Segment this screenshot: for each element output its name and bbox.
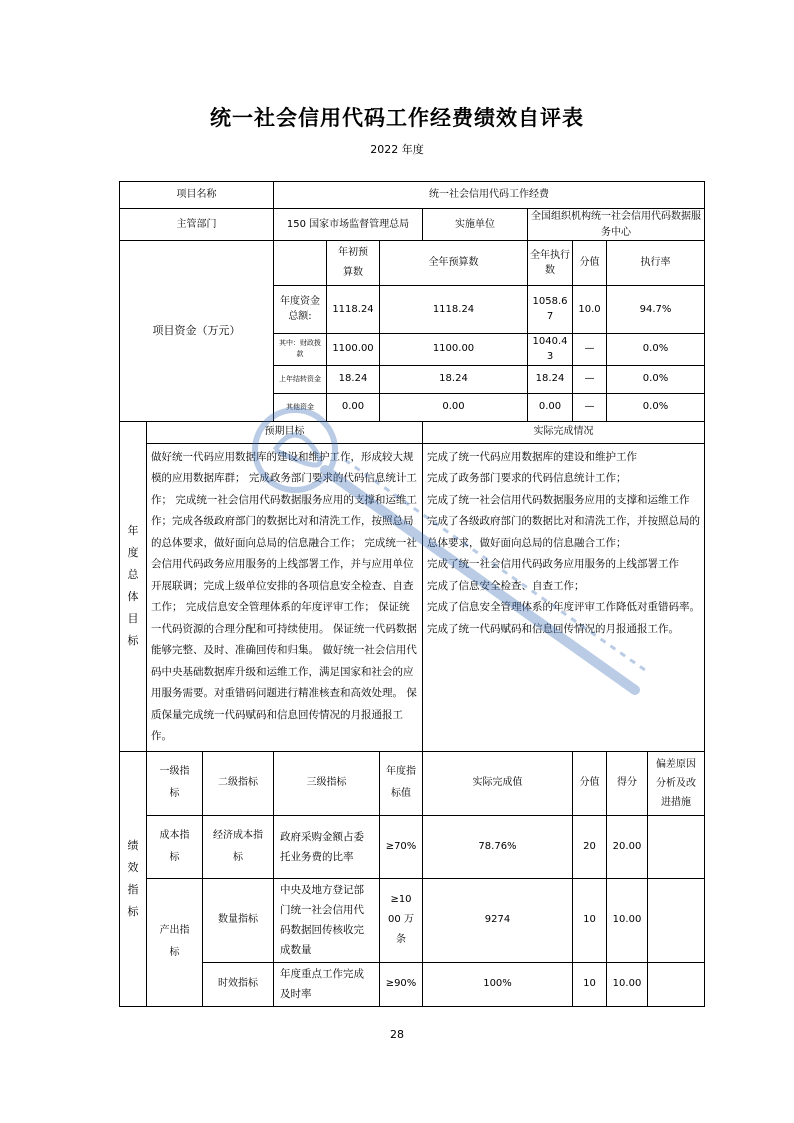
perf-score: 10.00 <box>607 878 648 962</box>
perf-side-label <box>120 751 147 1006</box>
funds-header-executed: 全年执行数 <box>528 241 573 286</box>
actual-completion-line: 完成了统一代码应用数据库的建设和维护工作 <box>427 450 637 463</box>
perf-actual: 78.76% <box>423 815 573 878</box>
goals-side-char: 总 <box>127 568 139 581</box>
goals-side-char: 度 <box>127 546 139 559</box>
implementing-unit-value: 全国组织机构统一社会信用代码数据服务中心 <box>528 209 705 241</box>
perf-row <box>120 962 705 1006</box>
funds-row-executed: 1058.67 <box>528 286 573 334</box>
funds-row-score-value: — <box>573 333 607 365</box>
department-row <box>120 209 705 241</box>
funds-row-initial: 1118.24 <box>327 286 380 334</box>
perf-remark <box>648 878 705 962</box>
perf-score-value: 10 <box>573 962 607 1006</box>
goals-side-char: 体 <box>127 590 139 603</box>
perf-header-target: 年度指标值 <box>380 751 423 815</box>
funds-row-label: 年度资金总额: <box>274 286 327 334</box>
department-label: 主管部门 <box>120 209 274 241</box>
perf-actual: 9274 <box>423 878 573 962</box>
perf-level2: 经济成本指标 <box>203 815 274 878</box>
perf-level1: 成本指标 <box>147 815 203 878</box>
perf-target: ≥90% <box>380 962 423 1006</box>
perf-header-level2: 二级指标 <box>203 751 274 815</box>
funds-row-annual: 1118.24 <box>380 286 528 334</box>
actual-completion-line: 完成了政务部门要求的代码信息统计工作； <box>427 472 627 484</box>
funds-row-rate: 0.0% <box>607 393 705 421</box>
perf-header-level1: 一级指标 <box>147 751 203 815</box>
perf-target: ≥1000 万条 <box>380 878 423 962</box>
perf-score: 10.00 <box>607 962 648 1006</box>
funds-row-score-value: 10.0 <box>573 286 607 334</box>
funds-label: 项目资金（万元） <box>120 241 274 422</box>
perf-score-value: 20 <box>573 815 607 878</box>
page-number: 28 <box>390 1028 404 1041</box>
perf-score: 20.00 <box>607 815 648 878</box>
goals-side-char: 目 <box>127 612 139 625</box>
perf-row <box>120 878 705 962</box>
funds-row-label: 其他资金 <box>274 393 327 421</box>
funds-row-executed: 18.24 <box>528 365 573 393</box>
funds-row-rate: 94.7% <box>607 286 705 334</box>
actual-completion-header: 实际完成情况 <box>423 421 705 443</box>
funds-row-label: 其中：财政拨款 <box>274 333 327 365</box>
funds-row-annual: 0.00 <box>380 393 528 421</box>
perf-header-actual: 实际完成值 <box>423 751 573 815</box>
perf-level3: 年度重点工作完成及时率 <box>274 962 380 1006</box>
perf-side-char: 指 <box>127 882 139 896</box>
funds-row-label: 上年结转资金 <box>274 365 327 393</box>
perf-actual: 100% <box>423 962 573 1006</box>
perf-header-level3: 三级指标 <box>274 751 380 815</box>
expected-goals-text: 做好统一代码应用数据库的建设和维护工作，形成较大规模的应用数据库群； 完成政务部门要求的代码信息统计工作； 完成统一社会信用代码数据服务应用的支撑和运维工作；完成各级政府部门的数据比对和清洗工作，按照总局的总体要求，做好面向总局的信息融合工作； 完成统一社会信用代码政务应用服务的上线部署工作，并与应用单位开展联调；完成上级单位安排的各项信息安全检查、自查工作； 完成信息安全管理体系的年度评审工作； 保证统一代码资源的合理分配和可持续使用。 保证统一代码数据能够完整、及时、准确回传和归集。 做好统一社会信用代码中央基础数据库升级和运维工作，满足国家和社会的应用服务需要。对重错码问题进行精准核查和高效处理。 保质保量完成统一代码赋码和信息回传情况的月报通报工作。 <box>147 443 423 751</box>
perf-header-row <box>120 751 705 815</box>
perf-level3: 政府采购金额占委托业务费的比率 <box>274 815 380 878</box>
perf-remark <box>648 962 705 1006</box>
perf-level2: 时效指标 <box>203 962 274 1006</box>
actual-completion-line: 完成了统一代码赋码和信息回传情况的月报通报工作。 <box>427 622 679 635</box>
perf-target: ≥70% <box>380 815 423 878</box>
funds-blank <box>274 241 327 286</box>
document-year: 2022 年度 <box>370 143 424 156</box>
perf-score-value: 10 <box>573 878 607 962</box>
project-name-row <box>120 182 705 209</box>
goals-side-char: 标 <box>127 634 139 647</box>
perf-header-score: 得分 <box>607 751 648 815</box>
funds-row-annual: 18.24 <box>380 365 528 393</box>
perf-side-char: 标 <box>127 904 139 918</box>
funds-row-rate: 0.0% <box>607 365 705 393</box>
perf-header-score-value: 分值 <box>573 751 607 815</box>
funds-row-initial: 1100.00 <box>327 333 380 365</box>
implementing-unit-label: 实施单位 <box>423 209 528 241</box>
actual-completion-line: 完成了各级政府部门的数据比对和清洗工作，并按照总局的总体要求，做好面向总局的信息融合工作； <box>427 515 700 549</box>
funds-header-initial: 年初预算数 <box>327 241 380 286</box>
funds-header-score-value: 分值 <box>573 241 607 286</box>
funds-row-score-value: — <box>573 365 607 393</box>
expected-goals-header: 预期目标 <box>147 421 423 443</box>
perf-level2: 数量指标 <box>203 878 274 962</box>
funds-row-annual: 1100.00 <box>380 333 528 365</box>
perf-level3: 中央及地方登记部门统一社会信用代码数据回传核收完成数量 <box>274 878 380 962</box>
funds-header-annual: 全年预算数 <box>380 241 528 286</box>
actual-completion-line: 完成了信息安全管理体系的年度评审工作降低对重错码率。 <box>427 601 700 613</box>
goals-side-label <box>120 421 147 751</box>
perf-remark <box>648 815 705 878</box>
perf-header-remark: 偏差原因分析及改进措施 <box>648 751 705 815</box>
goals-side-char: 年 <box>127 524 139 537</box>
funds-row-rate: 0.0% <box>607 333 705 365</box>
goals-content-row <box>120 443 705 751</box>
perf-side-char: 绩 <box>127 838 139 852</box>
department-value: 150 国家市场监督管理总局 <box>274 209 423 241</box>
project-name-value: 统一社会信用代码工作经费 <box>274 182 705 209</box>
actual-completion-line: 完成了统一社会信用代码政务应用服务的上线部署工作 <box>427 558 679 570</box>
funds-row-score-value: — <box>573 393 607 421</box>
funds-header-row <box>120 241 705 286</box>
project-name-label: 项目名称 <box>120 182 274 209</box>
actual-completion-text <box>423 443 705 751</box>
funds-row-executed: 0.00 <box>528 393 573 421</box>
funds-row-initial: 0.00 <box>327 393 380 421</box>
self-evaluation-table <box>119 181 705 1007</box>
perf-side-char: 效 <box>127 860 139 874</box>
document-title: 统一社会信用代码工作经费绩效自评表 <box>210 106 584 130</box>
funds-row-initial: 18.24 <box>327 365 380 393</box>
funds-header-rate: 执行率 <box>607 241 705 286</box>
goals-header-row <box>120 421 705 443</box>
perf-level1: 产出指标 <box>147 878 203 1006</box>
funds-row-executed: 1040.43 <box>528 333 573 365</box>
perf-row <box>120 815 705 878</box>
actual-completion-line: 完成了统一社会信用代码数据服务应用的支撑和运维工作 <box>427 493 690 506</box>
actual-completion-line: 完成了信息安全检查、自查工作； <box>427 579 585 592</box>
